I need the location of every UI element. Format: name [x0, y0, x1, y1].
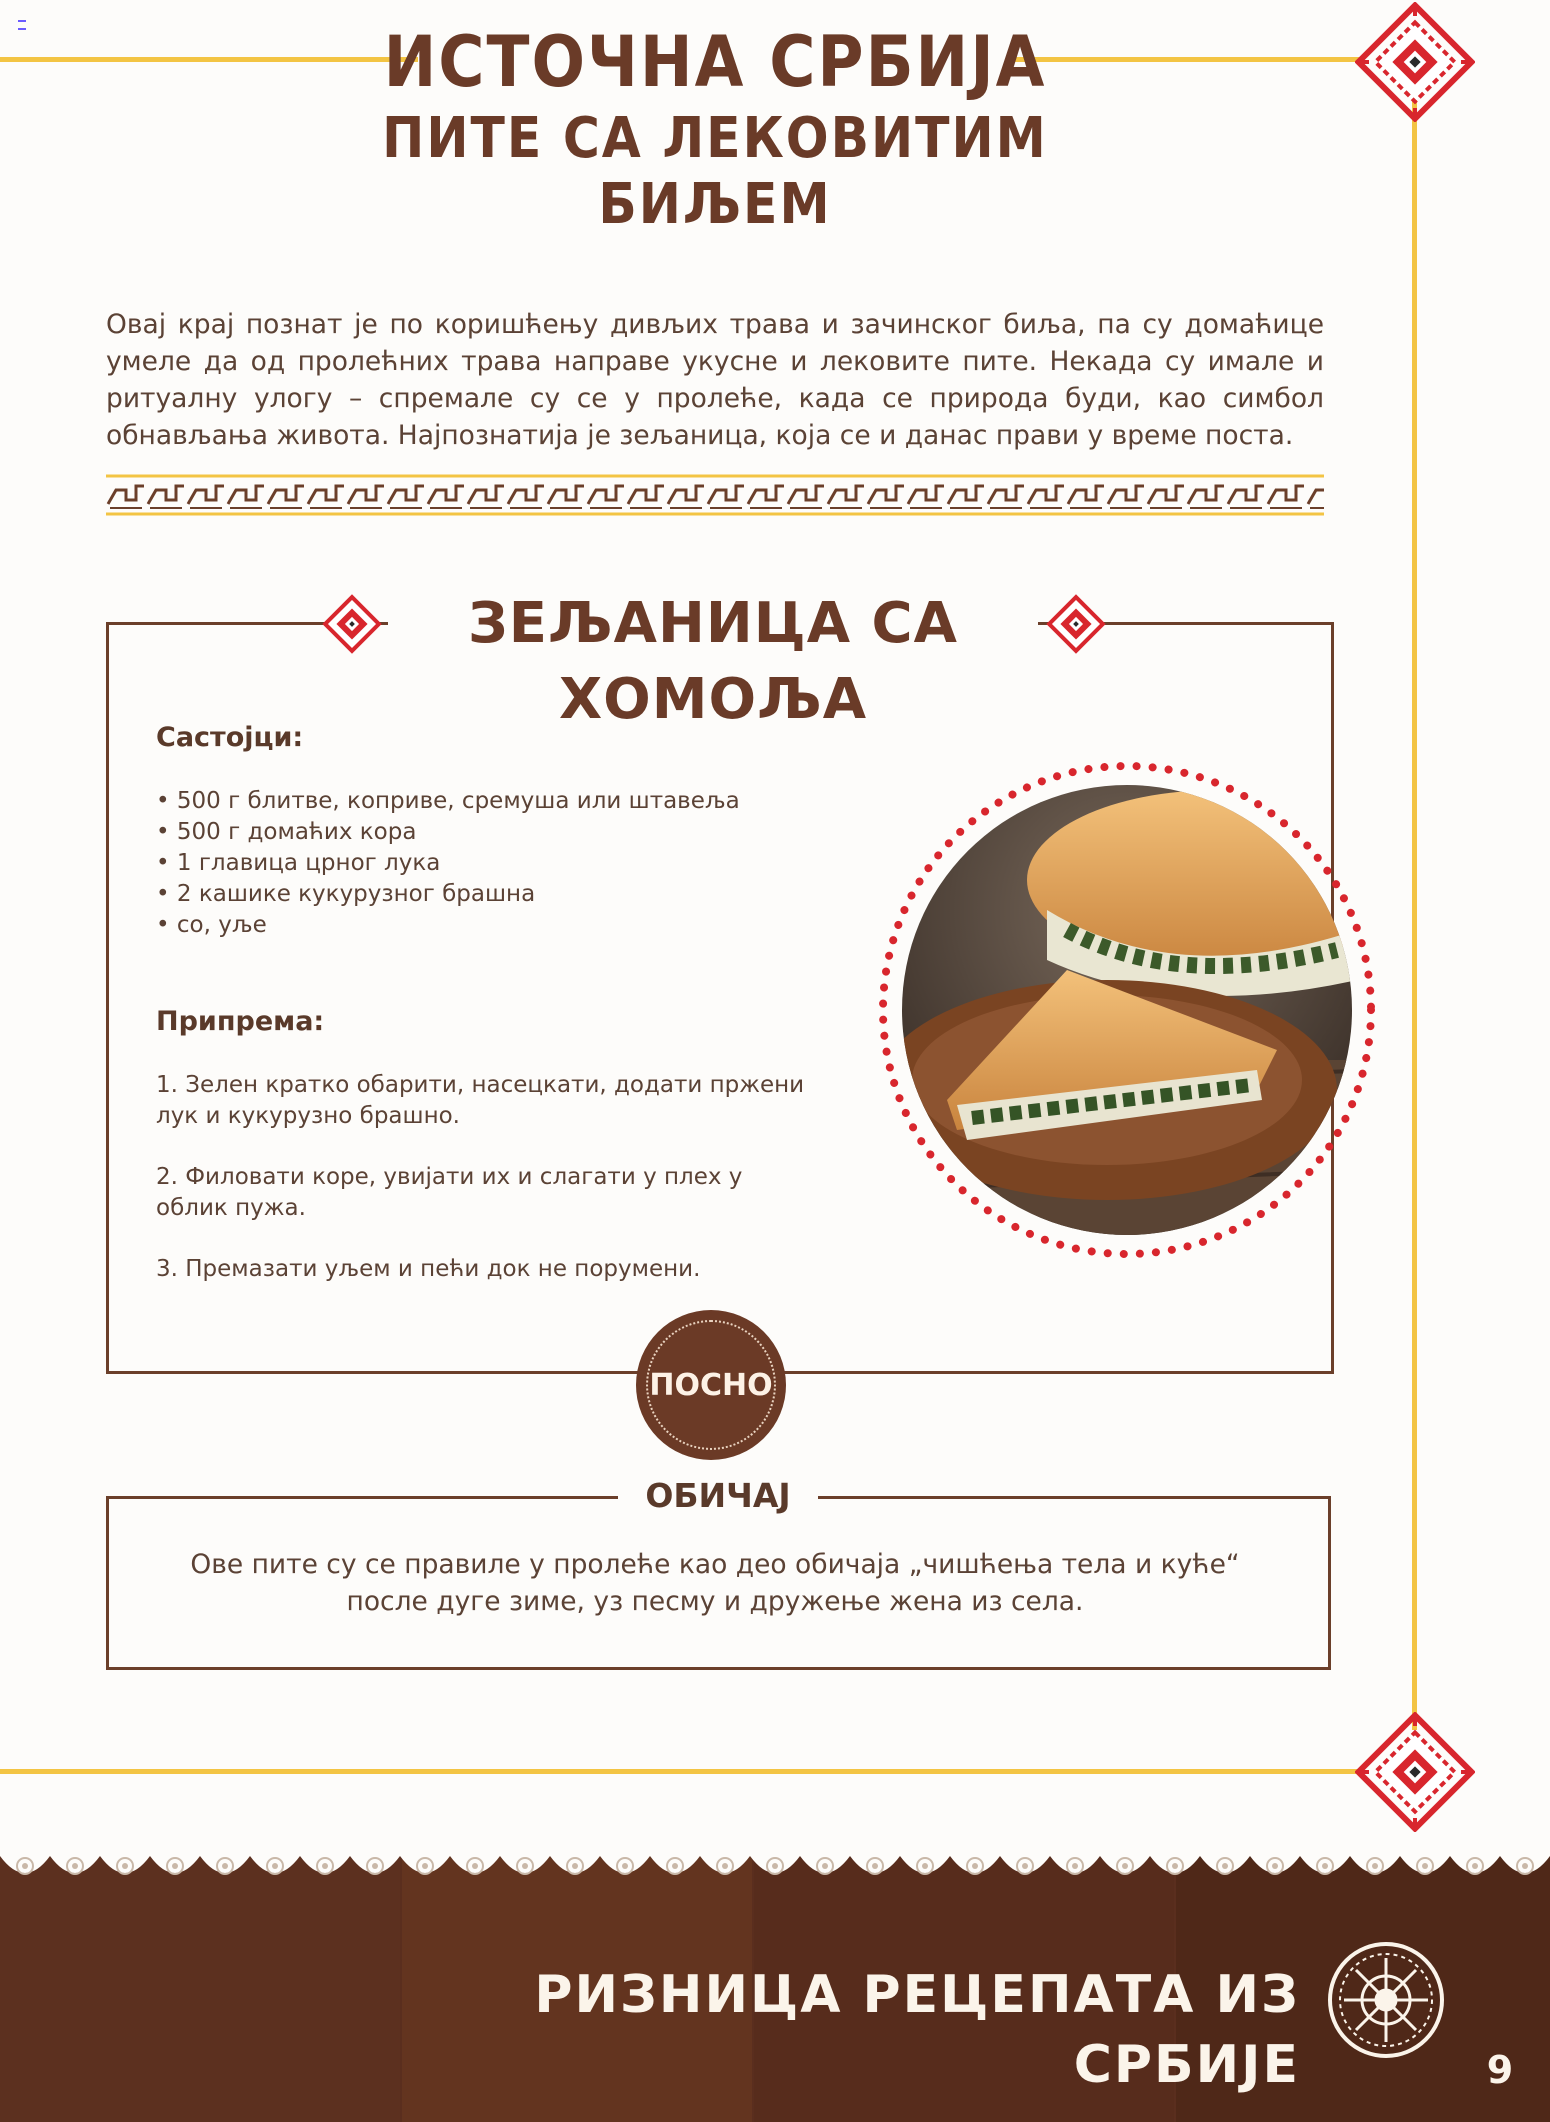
ingredient-item: • 500 г блитве, коприве, сремуша или штавеља	[156, 786, 740, 817]
lace-border	[0, 1844, 1550, 1892]
region-title: ИСТОЧНА СРБИЈА	[383, 21, 1047, 103]
ingredient-item: • со, уље	[156, 910, 740, 941]
custom-heading: ОБИЧАЈ	[618, 1474, 818, 1518]
book-title: РИЗНИЦА РЕЦЕПАТА ИЗ СРБИЈЕ	[534, 1965, 1300, 2095]
page-subtitle: ПИТЕ СА ЛЕКОВИТИМ БИЉЕМ	[382, 106, 1048, 237]
preparation-step: 1. Зелен кратко обарити, насецкати, додати пржени лук и кукурузно брашно.	[156, 1072, 805, 1129]
gold-line-right	[1412, 100, 1417, 1730]
ingredients-list	[156, 786, 740, 941]
rosette-emblem	[1326, 1940, 1446, 2060]
preparation-step: 3. Премазати уљем и пећи док не порумени.	[156, 1256, 701, 1282]
ingredients-heading: Састојци:	[156, 722, 304, 753]
ingredient-item: • 1 главица црног лука	[156, 848, 740, 879]
preparation-step: 2. Филовати коре, увијати их и слагати у плех у облик пужа.	[156, 1164, 743, 1221]
embroidery-motif-top	[1355, 2, 1475, 122]
pie-photo	[877, 760, 1377, 1260]
small-motif-right	[1046, 594, 1106, 654]
recipe-title: ЗЕЉАНИЦА СА ХОМОЉА	[388, 586, 1038, 738]
ingredient-item: • 2 кашике кукурузног брашна	[156, 879, 740, 910]
gold-line-bottom	[0, 1769, 1364, 1774]
preparation-heading: Припрема:	[156, 1006, 325, 1037]
fasting-badge-label: ПОСНО	[646, 1320, 776, 1450]
embroidery-motif-bottom	[1355, 1712, 1475, 1832]
ornamental-border	[106, 474, 1324, 516]
menu-icon[interactable]	[18, 20, 26, 30]
intro-paragraph: Овај крај познат је по коришћењу дивљих трава и зачинског биља, па су домаћице умеле да од пролећних трава направе укусне и лековите пите. Некада су имале и ритуалну улогу – спремале су се у пролеће, када се природа буди, као симбол обнављања живота. Најпознатија је зељаница, која се и данас прави у време поста.	[106, 309, 1324, 451]
small-motif-left	[322, 594, 382, 654]
fasting-badge	[636, 1310, 786, 1460]
page-number: 9	[1486, 2048, 1514, 2092]
custom-paragraph: Ове пите су се правиле у пролеће као део обичаја „чишћења тела и куће“ после дуге зиме, уз песму и дружење жена из села.	[190, 1549, 1240, 1617]
ingredient-item: • 500 г домаћих кора	[156, 817, 740, 848]
